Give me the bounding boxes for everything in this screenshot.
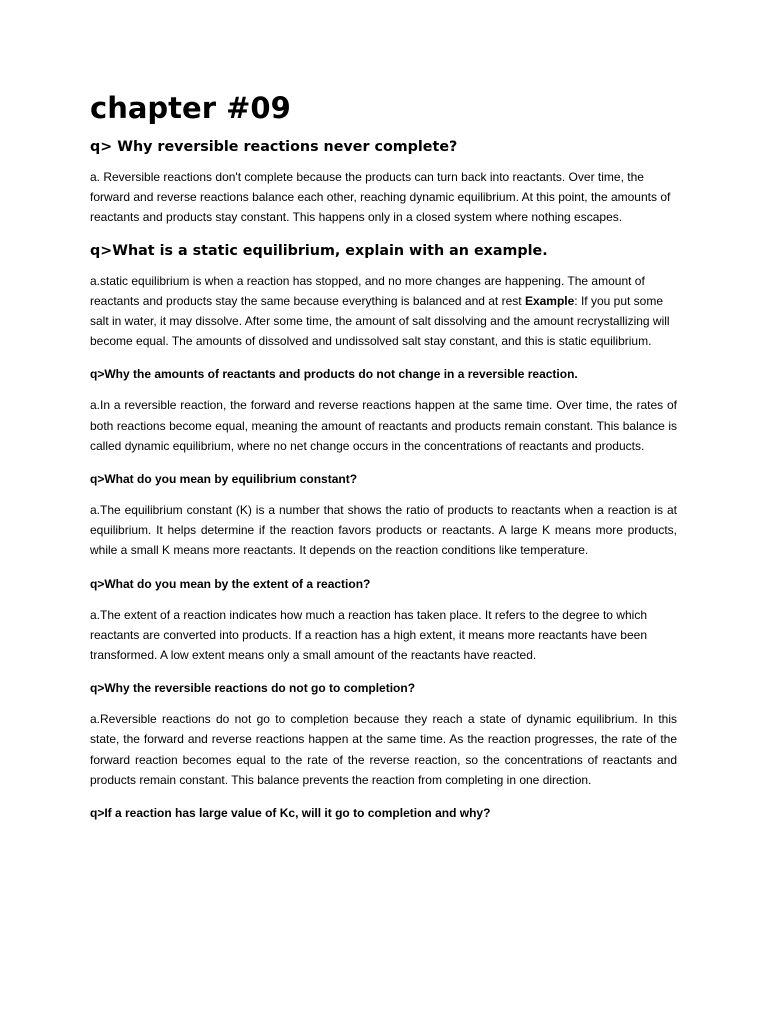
document-page [90, 88, 677, 834]
answer-paragraph: a. Reversible reactions don't complete because the products can turn back into reactants. Over time, the forward and reverse reactions balance each other, reaching dynamic equilibrium. At this point, the amounts of reactants and products stay constant. This happens only in a closed system where nothing escapes. [90, 170, 671, 225]
question-heading: q>Why the reversible reactions do not go to completion? [90, 681, 416, 696]
example-label: Example [524, 293, 575, 308]
question-heading: q>What do you mean by the extent of a reaction? [90, 576, 371, 591]
answer-text: : If you put some salt in water, it may dissolve. After some time, the amount of salt dissolving and the amount recrystallizing will become equal. The amounts of dissolved and undissolved salt stay constant, and this is static equilibrium. [90, 293, 670, 349]
question-heading: q>If a reaction has large value of Kc, will it go to completion and why? [90, 806, 491, 821]
answer-paragraph: a.The extent of a reaction indicates how much a reaction has taken place. It refers to the degree to which reactants are converted into products. If a reaction has a high extent, it means more reactants have been transformed. A low extent means only a small amount of the reactants have reacted. [90, 607, 647, 663]
question-heading: q>What do you mean by equilibrium constant? [90, 472, 358, 487]
answer-paragraph: a.In a reversible reaction, the forward and reverse reactions happen at the same time. Over time, the rates of both reactions become equal, meaning the amount of reactants and products remain constant. This balance is called dynamic equilibrium, where no net change occurs in the concentrations of reactants and products. [90, 398, 677, 453]
answer-paragraph: a.The equilibrium constant (K) is a number that shows the ratio of products to reactants when a reaction is at equilibrium. It helps determine if the reaction favors products or reactants. A large K means more products, while a small K means more reactants. It depends on the reaction conditions like temperature. [90, 503, 677, 558]
question-heading: q>Why the amounts of reactants and products do not change in a reversible reaction. [90, 367, 578, 382]
answer-text: a.static equilibrium is when a reaction has stopped, and no more changes are happening. The amount of reactants and products stay the same because everything is balanced and at rest [90, 273, 645, 308]
answer-paragraph: a.Reversible reactions do not go to completion because they reach a state of dynamic equilibrium. In this state, the forward and reverse reactions happen at the same time. As the reaction progresses, the rate of the forward reaction becomes equal to the rate of the reverse reaction, so the concentrations of reactants and products remain constant. This balance prevents the reaction from completing in one direction. [90, 712, 677, 787]
page-title: chapter #09 [90, 91, 291, 125]
question-heading: q> Why reversible reactions never complete? [90, 139, 458, 155]
question-heading: q>What is a static equilibrium, explain with an example. [90, 242, 548, 259]
answer-paragraph [90, 271, 677, 352]
